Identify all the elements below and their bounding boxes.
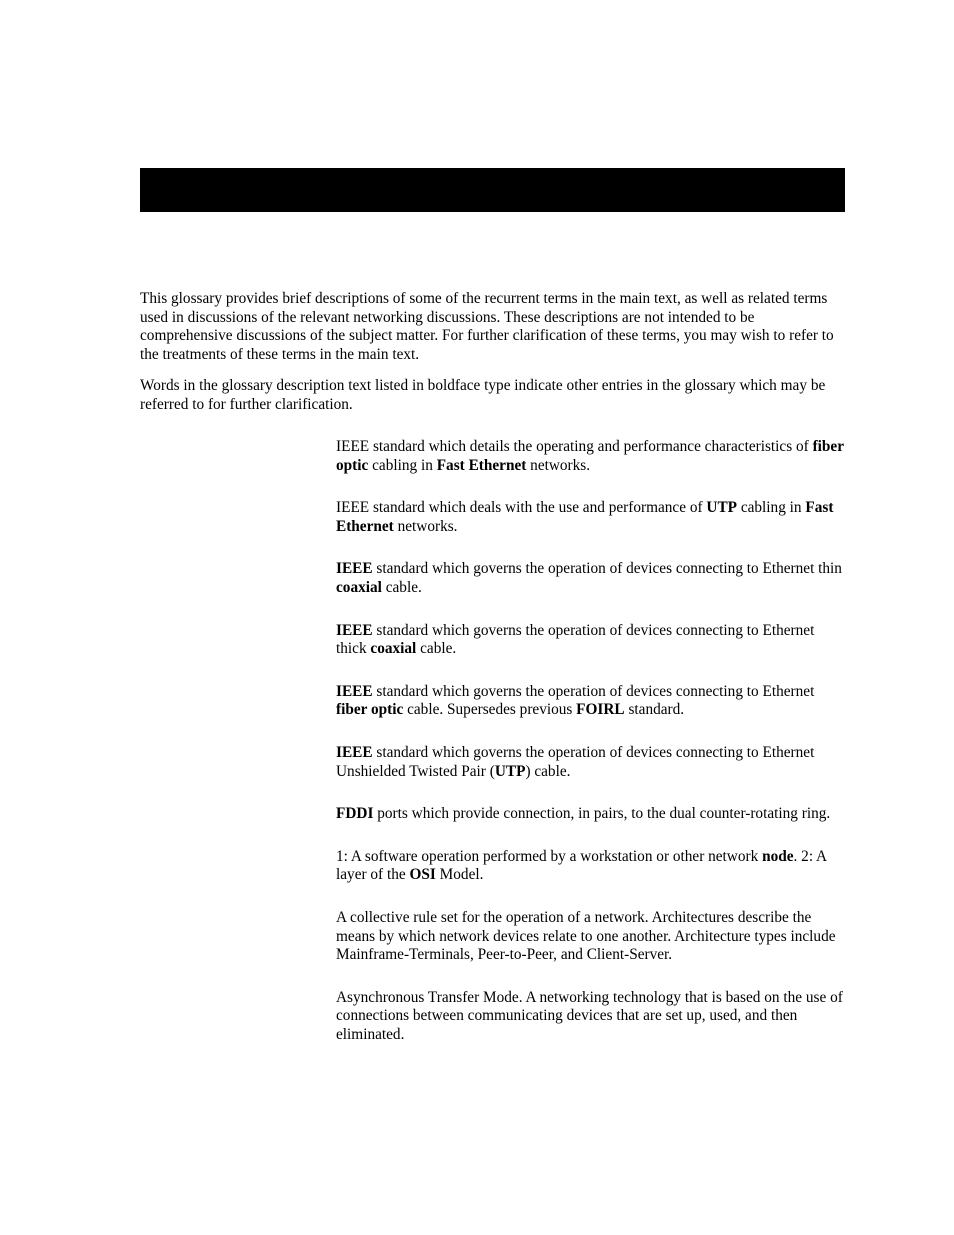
definition-text: cable. [381, 578, 422, 596]
glossary-entry-definition [336, 848, 845, 885]
definition-text: cable. Supersedes previous [403, 701, 577, 719]
definition-text: standard which governs the operation of devices connecting to Ethernet [372, 682, 815, 700]
definition-text: IEEE standard which details the operating and performance characteristics of [336, 438, 813, 455]
cross-reference-term: node [762, 847, 794, 865]
glossary-intro [140, 290, 845, 428]
definition-text: standard which governs the operation of devices connecting to Ethernet thin [372, 560, 842, 578]
definition-text: standard which governs the operation of devices connecting to Ethernet thick [336, 621, 815, 658]
definition-text: . 2: A layer of the [336, 847, 827, 884]
definition-text: cabling in [737, 499, 806, 517]
glossary-entry-definition [336, 744, 845, 781]
definition-text: standard. [624, 701, 685, 719]
cross-reference-term: FOIRL [576, 701, 625, 719]
glossary-entries [336, 438, 845, 1044]
definition-text: ) cable. [525, 762, 571, 780]
cross-reference-term: fiber optic [336, 701, 404, 719]
cross-reference-term: IEEE [336, 560, 373, 578]
glossary-entry-definition [336, 989, 845, 1045]
cross-reference-term: Fast Ethernet [336, 499, 834, 535]
definition-text: networks. [526, 456, 591, 474]
glossary-entry-definition [336, 683, 845, 720]
glossary-entry-definition [336, 560, 845, 597]
intro-paragraph-1: This glossary provides brief descriptions of some of the recurrent terms in the main text, as well as related terms used in discussions of the relevant networking discussions. These descriptions are not intended to be comprehensive discussions of the subject matter. For further clarification of these terms, you may wish to refer to the treatments of these terms in the main text. [140, 290, 834, 363]
definition-text: IEEE standard which deals with the use and performance of [336, 499, 707, 517]
definition-text: Asynchronous Transfer Mode. A networking technology that is based on the use of connections between communicating devices that are set up, used, and then eliminated. [336, 988, 843, 1043]
definition-text: 1: A software operation performed by a workstation or other network [336, 847, 763, 865]
glossary-entry-definition [336, 499, 845, 536]
cross-reference-term: IEEE [336, 682, 373, 700]
glossary-entry-definition [336, 438, 845, 475]
definition-text: standard which governs the operation of devices connecting to Ethernet Unshielded Twisted Pair ( [336, 743, 815, 780]
glossary-entry-definition [336, 622, 845, 659]
glossary-entry-definition [336, 909, 845, 965]
definition-text: cable. [416, 640, 457, 658]
cross-reference-term: IEEE [336, 743, 373, 761]
cross-reference-term: OSI [409, 866, 436, 884]
cross-reference-term: coaxial [370, 640, 417, 658]
definition-text: ports which provide connection, in pairs, to the dual counter-rotating ring. [373, 805, 831, 823]
definition-text: networks. [393, 517, 458, 535]
definition-text: cabling in [368, 456, 437, 474]
definition-text: Model. [435, 866, 484, 884]
intro-paragraph-2: Words in the glossary description text listed in boldface type indicate other entries in the glossary which may be referred to for further clarification. [140, 377, 826, 413]
cross-reference-term: fiber optic [336, 438, 844, 474]
glossary-entry-definition [336, 805, 845, 824]
definition-text: A collective rule set for the operation of a network. Architectures describe the means by which network devices relate to one another. Architecture types include Mainframe-Terminals, Peer-to-Peer, and Client-Server. [336, 908, 836, 964]
chapter-header-bar [140, 168, 845, 212]
cross-reference-term: FDDI [336, 805, 374, 823]
cross-reference-term: UTP [706, 499, 737, 517]
cross-reference-term: IEEE [336, 621, 373, 639]
cross-reference-term: UTP [494, 762, 526, 780]
cross-reference-term: coaxial [336, 578, 382, 596]
cross-reference-term: Fast Ethernet [436, 456, 527, 474]
